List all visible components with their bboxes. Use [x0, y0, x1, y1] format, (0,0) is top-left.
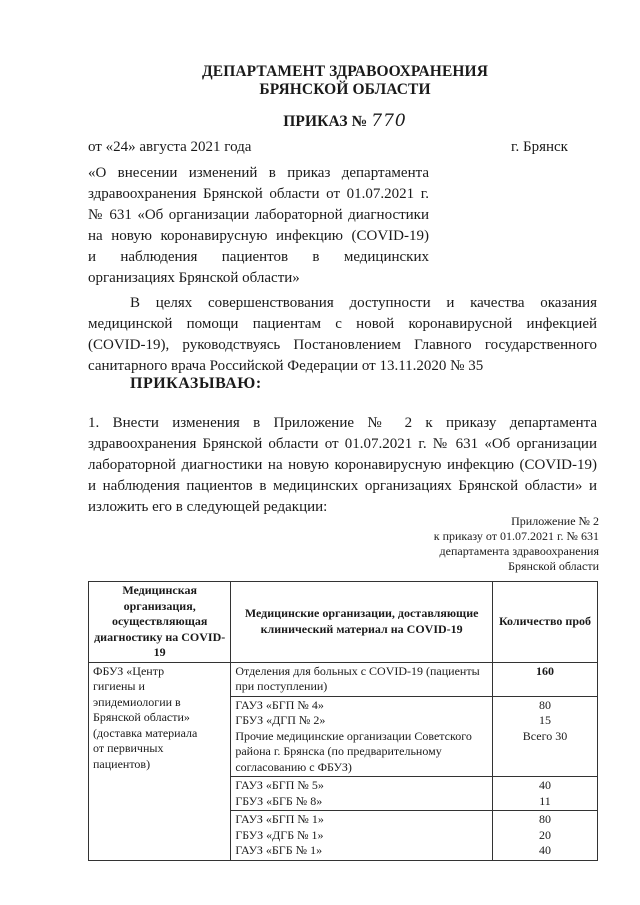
count-cell: 160 — [492, 662, 597, 696]
org-cell: ГАУЗ «БГП № 5» ГБУЗ «БГБ № 8» — [231, 777, 493, 811]
org-cell: Отделения для больных с COVID-19 (пациенты при поступлении) — [231, 662, 493, 696]
item-1-line: и наблюдения пациентов в медицинских организациях Брянской области» и — [88, 478, 597, 494]
item-1-line: лабораторной диагностики на новую коронавирусную инфекцию (COVID-19) — [88, 457, 597, 473]
order-number: 770 — [371, 111, 407, 131]
count-cell: 40 11 — [492, 777, 597, 811]
appendix-line: Брянской области — [508, 559, 599, 573]
appendix-line: к приказу от 01.07.2021 г. № 631 — [433, 529, 599, 543]
appendix-line: Приложение № 2 — [511, 514, 599, 528]
count-cell: 80 15 Всего 30 — [492, 696, 597, 777]
table-header-row — [89, 582, 598, 663]
order-heading — [0, 111, 640, 131]
order-label: ПРИКАЗ № — [283, 113, 368, 130]
preamble-line: В целях совершенствования доступности и качества оказания — [130, 295, 597, 311]
subject-line: организациях Брянской области» — [88, 270, 300, 286]
order-subject — [88, 163, 429, 289]
preamble-line: медицинской помощи пациентам с новой коронавирусной инфекцией — [88, 316, 597, 332]
table-row — [89, 662, 598, 696]
subject-line: и наблюдения пациентов в медицинских — [88, 249, 429, 265]
preamble — [88, 293, 597, 377]
appendix-note — [434, 514, 599, 574]
subject-line: на новую коронавирусную инфекцию (COVID-19) — [88, 228, 429, 244]
header-delivering-orgs: Медицинские организации, доставляющие клинический материал на COVID-19 — [231, 582, 493, 663]
department-title: ДЕПАРТАМЕНТ ЗДРАВООХРАНЕНИЯ — [202, 63, 488, 80]
diagnostics-table — [88, 581, 598, 861]
subject-line: здравоохранения Брянской области от 01.07.2021 г. — [88, 186, 429, 202]
region-title: БРЯНСКОЙ ОБЛАСТИ — [259, 81, 431, 98]
subject-line: № 631 «Об организации лабораторной диагностики — [88, 207, 429, 223]
header-sample-count: Количество проб — [492, 582, 597, 663]
appendix-line: департамента здравоохранения — [439, 544, 599, 558]
order-city: г. Брянск — [511, 139, 568, 155]
item-1-line: здравоохранения Брянской области от 01.07.2021 г. № 631 «Об организации — [88, 436, 597, 452]
order-date: от «24» августа 2021 года — [88, 139, 252, 155]
item-1-line: 1. Внести изменения в Приложение № 2 к приказу департамента — [88, 415, 597, 431]
subject-line: «О внесении изменений в приказ департамента — [88, 165, 429, 181]
org-cell: ГАУЗ «БГП № 4» ГБУЗ «ДГП № 2» Прочие медицинские организации Советского района г. Брянска (по предварительному согласованию с ФБУЗ) — [231, 696, 493, 777]
org-cell: ГАУЗ «БГП № 1» ГБУЗ «ДГБ № 1» ГАУЗ «БГБ № 1» — [231, 811, 493, 861]
item-1-line: изложить его в следующей редакции: — [88, 499, 328, 515]
preamble-line: (COVID-19), руководствуясь Постановлением Главного государственного — [88, 337, 597, 353]
diagnostic-org-cell: ФБУЗ «Центр гигиены и эпидемиологии в Брянской области» (доставка материала от первичных пациентов) — [89, 662, 231, 860]
item-1 — [88, 413, 597, 518]
order-word: ПРИКАЗЫВАЮ: — [130, 375, 262, 392]
count-cell: 80 20 40 — [492, 811, 597, 861]
preamble-line: санитарного врача Российской Федерации от 13.11.2020 № 35 — [88, 358, 484, 374]
header-diagnostic-org: Медицинская организация, осуществляющая диагностику на COVID-19 — [89, 582, 231, 663]
